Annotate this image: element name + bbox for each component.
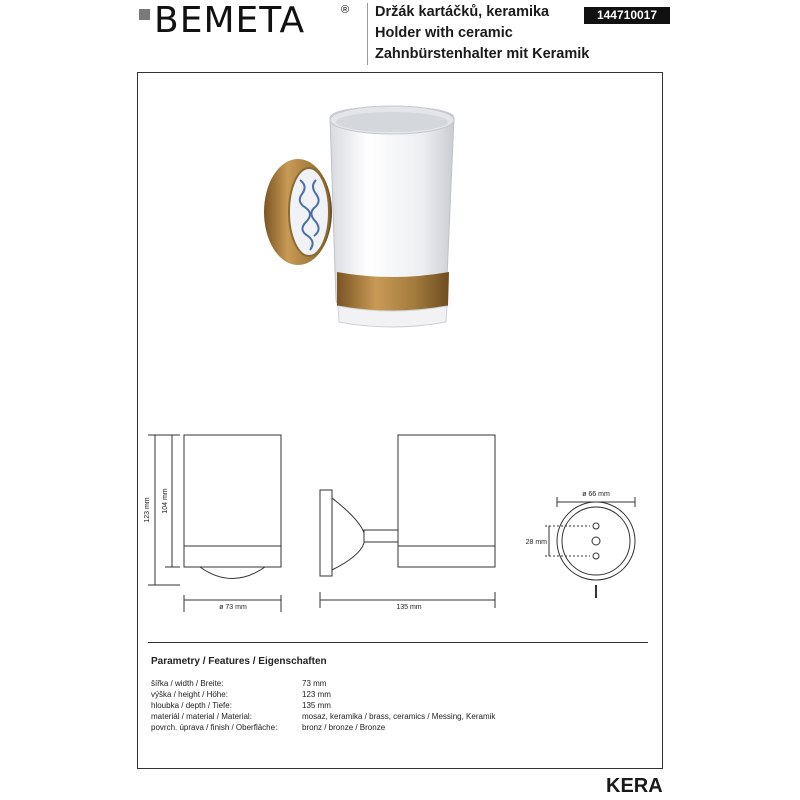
dim-height-total: 123 mm [144,497,151,523]
front-ring-outline [184,546,281,567]
side-wall-plate [320,490,332,576]
feature-value: bronz / bronze / Bronze [302,723,386,732]
feature-value: 135 mm [302,701,331,710]
feature-label: hloubka / depth / Tiefe: [151,701,232,710]
front-rosette-outline [200,567,265,579]
features-heading: Parametry / Features / Eigenschaften [151,656,327,667]
product-image [264,106,454,327]
base-hole-bottom [593,553,599,559]
base-outer-circle [557,502,635,580]
feature-label: materiál / material / Material: [151,712,252,721]
brand-name: BEMETA [154,0,306,41]
product-code-badge: 144710017 [584,7,670,24]
base-hole-top [593,523,599,529]
base-inner-circle [562,507,630,575]
dim-height-cup: 104 mm [162,488,169,514]
front-view-drawing [148,435,281,612]
series-name: KERA [606,775,663,797]
title-cz: Držák kartáčků, keramika [375,4,550,20]
feature-value: mosaz, keramika / brass, ceramics / Messing, Keramik [302,712,496,721]
bronze-ring [337,272,449,311]
feature-label: výška / height / Höhe: [151,690,228,699]
feature-label: šířka / width / Breite: [151,679,224,688]
dim-depth: 135 mm [396,604,422,611]
features-divider [148,642,648,643]
side-rosette-profile [332,498,364,570]
base-view-drawing [545,497,635,598]
feature-value: 73 mm [302,679,327,688]
feature-value: 123 mm [302,690,331,699]
side-arm [364,530,398,542]
side-view-drawing [320,435,495,608]
dim-base-diameter: ø 66 mm [582,491,610,498]
front-cup-outline [184,435,281,546]
title-de: Zahnbürstenhalter mit Keramik [375,46,590,62]
dim-hole-spacing: 28 mm [525,539,547,546]
side-cup-outline [398,435,495,546]
title-en: Holder with ceramic [375,25,513,41]
feature-label: povrch. úprava / finish / Oberfläche: [151,723,278,732]
dim-width: ø 73 mm [219,604,247,611]
base-center [592,537,600,545]
cup-opening [336,112,448,132]
side-ring-outline [398,546,495,567]
registered-mark: ® [341,4,350,16]
